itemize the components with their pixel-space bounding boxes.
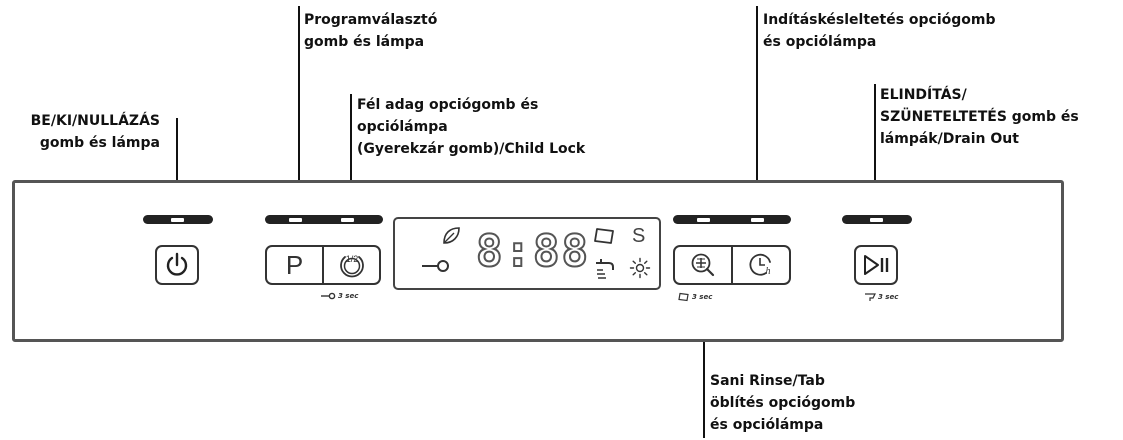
sani-hint (678, 292, 712, 302)
sani-rinse-icon (688, 250, 718, 280)
callout-power-line2: gomb és lámpa (39, 135, 160, 151)
callout-half-load-line1: Fél adag opciógomb és (357, 97, 539, 113)
tablet-icon (593, 226, 617, 246)
power-lamp (143, 215, 213, 224)
sani-hint-text: 3 sec (692, 293, 713, 301)
program-button-label: P (285, 250, 304, 280)
callout-sani (710, 370, 855, 436)
delay-clock-icon (746, 250, 776, 280)
tap-icon (593, 257, 619, 279)
leaf-icon (440, 225, 462, 247)
play-pause-icon (861, 253, 891, 277)
program-half-keypair (265, 245, 381, 285)
sani-rinse-button[interactable] (675, 247, 731, 283)
callout-power (31, 110, 160, 154)
drain-hint (864, 292, 898, 302)
sani-delay-lamps (673, 215, 791, 224)
callout-delay-line2: és opciólámpa (763, 34, 877, 50)
half-load-button[interactable] (322, 247, 379, 283)
callout-sani-line3: és opciólámpa (710, 417, 824, 433)
power-button[interactable] (155, 245, 199, 285)
callout-start-line2: SZÜNETELTETÉS gomb és (880, 109, 1079, 125)
half-load-label: 1/2 (345, 254, 358, 264)
callout-half-load-line3: (Gyerekzár gomb)/Child Lock (357, 141, 586, 157)
callout-program-line2: gomb és lámpa (304, 34, 425, 50)
callout-sani-line2: öblítés opciógomb (710, 395, 856, 411)
drain-small-icon (864, 292, 876, 302)
program-half-lamps (265, 215, 383, 224)
program-button[interactable] (267, 247, 322, 283)
key-icon (420, 259, 450, 273)
half-load-icon (337, 250, 367, 280)
callout-program (304, 9, 437, 53)
callout-half-load-line2: opciólámpa (357, 119, 448, 135)
callout-sani-line1: Sani Rinse/Tab (710, 373, 825, 389)
callout-start-line3: lámpák/Drain Out (880, 131, 1019, 147)
callout-start-line1: ELINDÍTÁS/ (880, 87, 967, 103)
start-lamp (842, 215, 912, 224)
delay-label: h (765, 266, 771, 277)
child-lock-hint (320, 292, 358, 300)
callout-half-load (357, 94, 585, 160)
callout-program-line1: Programválasztó (304, 12, 438, 28)
callout-delay (763, 9, 996, 53)
salt-indicator: S (632, 225, 646, 247)
power-icon (164, 252, 190, 278)
callout-start (880, 84, 1079, 150)
display-digits: 8:88 (476, 226, 590, 277)
key-small-icon (320, 292, 336, 300)
start-pause-button[interactable] (854, 245, 898, 285)
callout-delay-line1: Indításkésleltetés opciógomb (763, 12, 996, 28)
drain-hint-text: 3 sec (878, 293, 899, 301)
sun-icon (629, 257, 651, 279)
child-lock-hint-text: 3 sec (338, 292, 359, 300)
sani-delay-keypair (673, 245, 791, 285)
delay-start-button[interactable] (731, 247, 789, 283)
callout-power-line1: BE/KI/NULLÁZÁS (30, 113, 160, 129)
tablet-small-icon (678, 292, 690, 302)
